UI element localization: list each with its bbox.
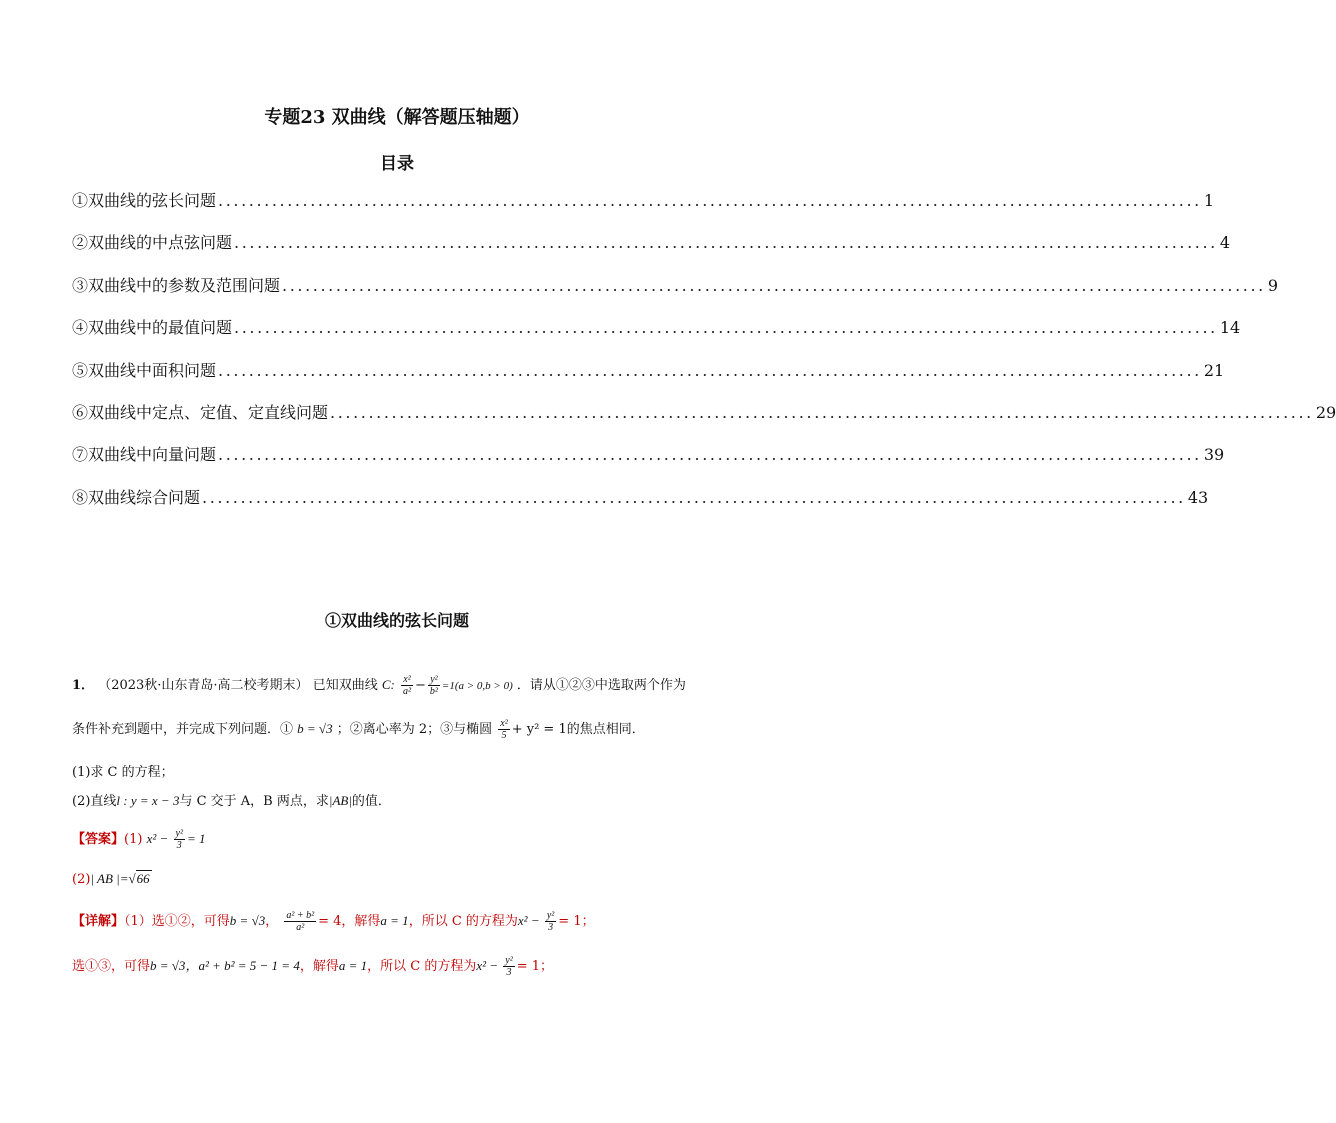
toc-item-label: ②双曲线的中点弦问题 (72, 233, 233, 253)
answer-line-1 (72, 828, 206, 851)
answer-1-eq: x² − (146, 831, 172, 846)
detail-2-a: 选①③，可得 (72, 959, 151, 974)
detail-1-g: = 1； (558, 914, 595, 929)
toc-item-label: ⑧双曲线综合问题 (72, 487, 201, 507)
detail-1-d: a = 1 (380, 913, 409, 928)
problem-line-2 (72, 718, 645, 741)
fraction-y2-b2 (428, 674, 440, 697)
toc-item[interactable] (72, 442, 1225, 484)
toc-item-page: 9 (1267, 275, 1279, 295)
problem-intro: 已知双曲线 (312, 678, 378, 693)
numerator: y² (505, 955, 513, 966)
problem-after-eq: ．请从①②③中选取两个作为 (516, 678, 686, 693)
detail-2-e: a = 1 (338, 958, 368, 973)
toc-item-page: 43 (1187, 487, 1209, 507)
detail-tag: 【详解】 (72, 914, 125, 929)
section-heading: ①双曲线的弦长问题 (324, 611, 469, 630)
fraction-y2-3 (503, 955, 514, 978)
answer-line-2 (72, 871, 152, 887)
toc-leader: ................................................................................................................................ (218, 445, 1202, 465)
toc-heading: 目录 (380, 154, 414, 174)
problem-line2-b: ；②离心率为 2；③与椭圆 (336, 722, 493, 737)
toc-item-page: 1 (1203, 191, 1215, 210)
curve-name: C (381, 677, 391, 692)
fraction-x2-a2 (401, 674, 413, 697)
numerator: y² (546, 910, 555, 921)
numerator: x² (401, 674, 413, 686)
numerator: x² (500, 718, 508, 729)
problem-source: （2023秋·山东青岛·高二校考期末） (98, 678, 309, 693)
toc-leader: ................................................................................................................................ (234, 233, 1218, 253)
detail-2-f: ，所以 C 的方程为 (367, 959, 477, 974)
condition-1: b = √3 (297, 721, 333, 736)
detail-2-d: ，解得 (299, 959, 339, 974)
toc-item[interactable] (72, 188, 1215, 230)
line-equation: l : y = x − 3 (116, 793, 180, 808)
problem-line-1: 1． （2023秋·山东青岛·高二校考期末） 已知双曲线 C: $\frac{\text{x²}}{\text{a²}}$ − $\frac{\text{y²}}{\text{b²}}$ =1(a > 0,b > 0) ．请从①②③中选取两个作为 (72, 674, 686, 697)
answer-2-prefix: (2) (72, 872, 91, 887)
numerator: y² (175, 828, 183, 839)
toc-item-page: 39 (1203, 445, 1225, 465)
denominator: 5 (501, 730, 507, 741)
detail-2-g: x² − (476, 958, 502, 973)
detail-1-f: x² − (517, 913, 543, 928)
ab-abs: |AB| (328, 793, 352, 808)
toc-leader: ................................................................................................................................ (282, 275, 1266, 295)
question-1: (1)求 C 的方程； (72, 765, 174, 780)
toc-item-label: ⑥双曲线中定点、定值、定直线问题 (72, 402, 329, 422)
toc-item-label: ③双曲线中的参数及范围问题 (72, 275, 281, 295)
toc-item[interactable] (72, 230, 1231, 272)
problem-number: 1． (72, 678, 95, 693)
denominator: a² (296, 922, 305, 933)
detail-1-a: （1）选①②，可得 (124, 914, 230, 929)
denominator: 3 (176, 840, 182, 851)
detail-1-c: = 4，解得 (318, 914, 381, 929)
toc-item-label: ⑤双曲线中面积问题 (72, 360, 217, 380)
toc-item[interactable] (72, 273, 1279, 315)
detail-line-2 (72, 955, 553, 978)
toc-item-page: 14 (1219, 318, 1241, 338)
fraction-y2-3 (545, 910, 556, 933)
colon: : (390, 677, 395, 692)
toc-leader: ................................................................................................................................ (202, 487, 1186, 507)
detail-2-c: ，a² + b² = 5 − 1 = 4 (185, 958, 300, 973)
toc-item[interactable] (72, 400, 1336, 442)
answer-1-rhs: = 1 (186, 831, 206, 846)
fraction-a2b2-a2 (284, 910, 316, 933)
fraction-y2-3 (174, 828, 185, 851)
problem-line2-a: 条件补充到题中，并完成下列问题．① (72, 722, 294, 737)
sqrt-66: √66 (128, 871, 150, 886)
detail-1-b: b = √3 (229, 913, 266, 928)
toc-item-label: ⑦双曲线中向量问题 (72, 445, 217, 465)
toc-leader: ................................................................................................................................ (234, 318, 1218, 338)
toc-leader: ................................................................................................................................ (330, 402, 1314, 422)
toc-item-label: ①双曲线的弦长问题 (72, 191, 217, 210)
toc-leader: ................................................................................................................................ (218, 360, 1202, 380)
question-2 (72, 790, 391, 809)
page-title: 专题23 双曲线（解答题压轴题） (264, 107, 530, 128)
fraction-x2-5 (498, 718, 509, 741)
numerator: a² + b² (286, 910, 315, 921)
denominator: 3 (506, 967, 512, 978)
toc-item-page: 29 (1315, 402, 1336, 422)
toc-item[interactable] (72, 485, 1209, 527)
q2-c: 的值． (351, 794, 391, 809)
table-of-contents (72, 188, 1336, 527)
detail-line-1: 【详解】（1）选①②，可得b = √3， $\frac{\text{a² + b²}}{\text{a²}}$ = 4，解得a = 1，所以 C 的方程为x² − $\frac{\text{y²}}{3}$ = 1； (72, 910, 595, 933)
answer-2-eq: | AB |= (90, 871, 129, 886)
q2-b: 与 C 交于 A，B 两点，求 (179, 794, 329, 809)
toc-item[interactable] (72, 315, 1241, 357)
toc-item[interactable] (72, 358, 1225, 400)
radicand: 66 (136, 871, 150, 886)
numerator: y² (428, 674, 440, 686)
q2-a: (2)直线 (72, 794, 117, 809)
eq-condition: =1(a > 0,b > 0) (441, 680, 513, 692)
toc-item-label: ④双曲线中的最值问题 (72, 318, 233, 338)
answer-1-prefix: (1) (124, 832, 143, 847)
toc-leader: ................................................................................................................................ (218, 191, 1202, 210)
answer-tag: 【答案】 (72, 832, 125, 847)
detail-1-e: ，所以 C 的方程为 (408, 914, 518, 929)
toc-item-page: 4 (1219, 233, 1231, 253)
detail-2-h: = 1； (516, 959, 554, 974)
denominator: a² (403, 686, 411, 697)
denominator: b² (429, 686, 438, 697)
denominator: 3 (548, 922, 554, 933)
detail-2-b: b = √3 (150, 958, 186, 973)
toc-item-page: 21 (1203, 360, 1225, 380)
problem-line2-c: + y² = 1的焦点相同． (511, 722, 645, 737)
